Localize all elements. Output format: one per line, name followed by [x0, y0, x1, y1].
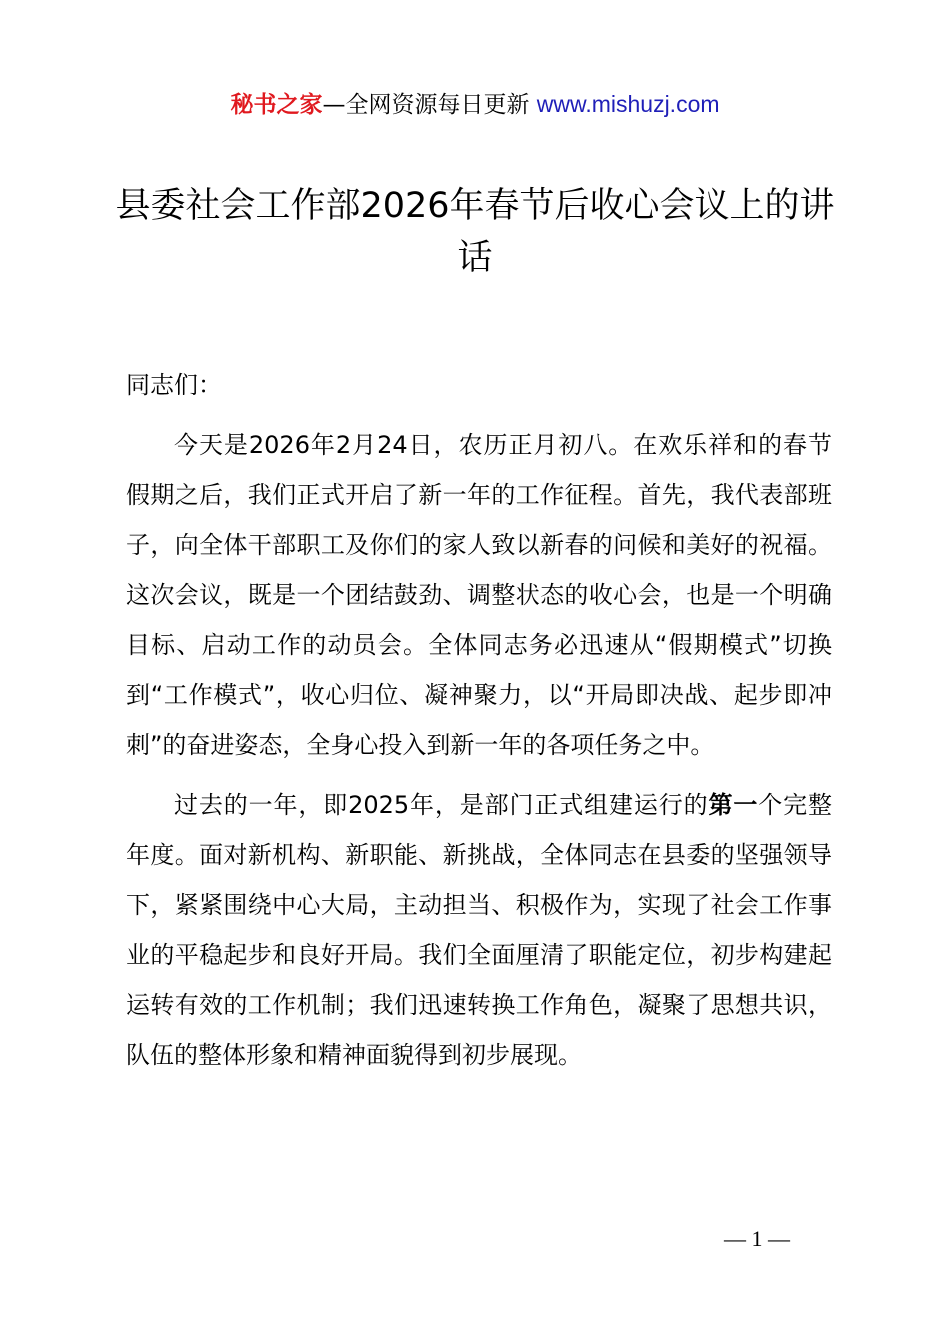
paragraph-2-rest: 个完整年度。面对新机构、新职能、新挑战，全体同志在县委的坚强领导下，紧紧围绕中心大局，主动担当、积极作为，实现了社会工作事业的平稳起步和良好开局。我们全面厘清了职能定位，初步构建起运转有效的工作机制；我们迅速转换工作角色，凝聚了思想共识，队伍的整体形象和精神面貌得到初步展现。	[126, 791, 833, 1069]
paragraph-2-emphasis: 第一	[708, 791, 759, 819]
paragraph-2-start: 过去的一年，即2025年，是部门正式组建运行的	[174, 791, 709, 819]
salutation: 同志们：	[126, 371, 222, 399]
paragraph-2	[126, 780, 832, 1080]
site-tagline: —全网资源每日更新	[322, 92, 530, 118]
document-title: 县委社会工作部2026年春节后收心会议上的讲话	[115, 186, 835, 278]
site-brand: 秘书之家	[230, 92, 323, 118]
site-header	[0, 88, 950, 121]
page-number: — 1 —	[724, 1226, 790, 1251]
paragraph-1: 今天是2026年2月24日，农历正月初八。在欢乐祥和的春节假期之后，我们正式开启了新一年的工作征程。首先，我代表部班子，向全体干部职工及你们的家人致以新春的问候和美好的祝福。这次会议，既是一个团结鼓劲、调整状态的收心会，也是一个明确目标、启动工作的动员会。全体同志务必迅速从“假期模式”切换到“工作模式”，收心归位、凝神聚力，以“开局即决战、起步即冲刺”的奋进姿态，全身心投入到新一年的各项任务之中。	[126, 431, 832, 759]
site-url-link[interactable]: www.mishuzj.com	[536, 91, 720, 117]
document-body	[126, 360, 832, 1090]
